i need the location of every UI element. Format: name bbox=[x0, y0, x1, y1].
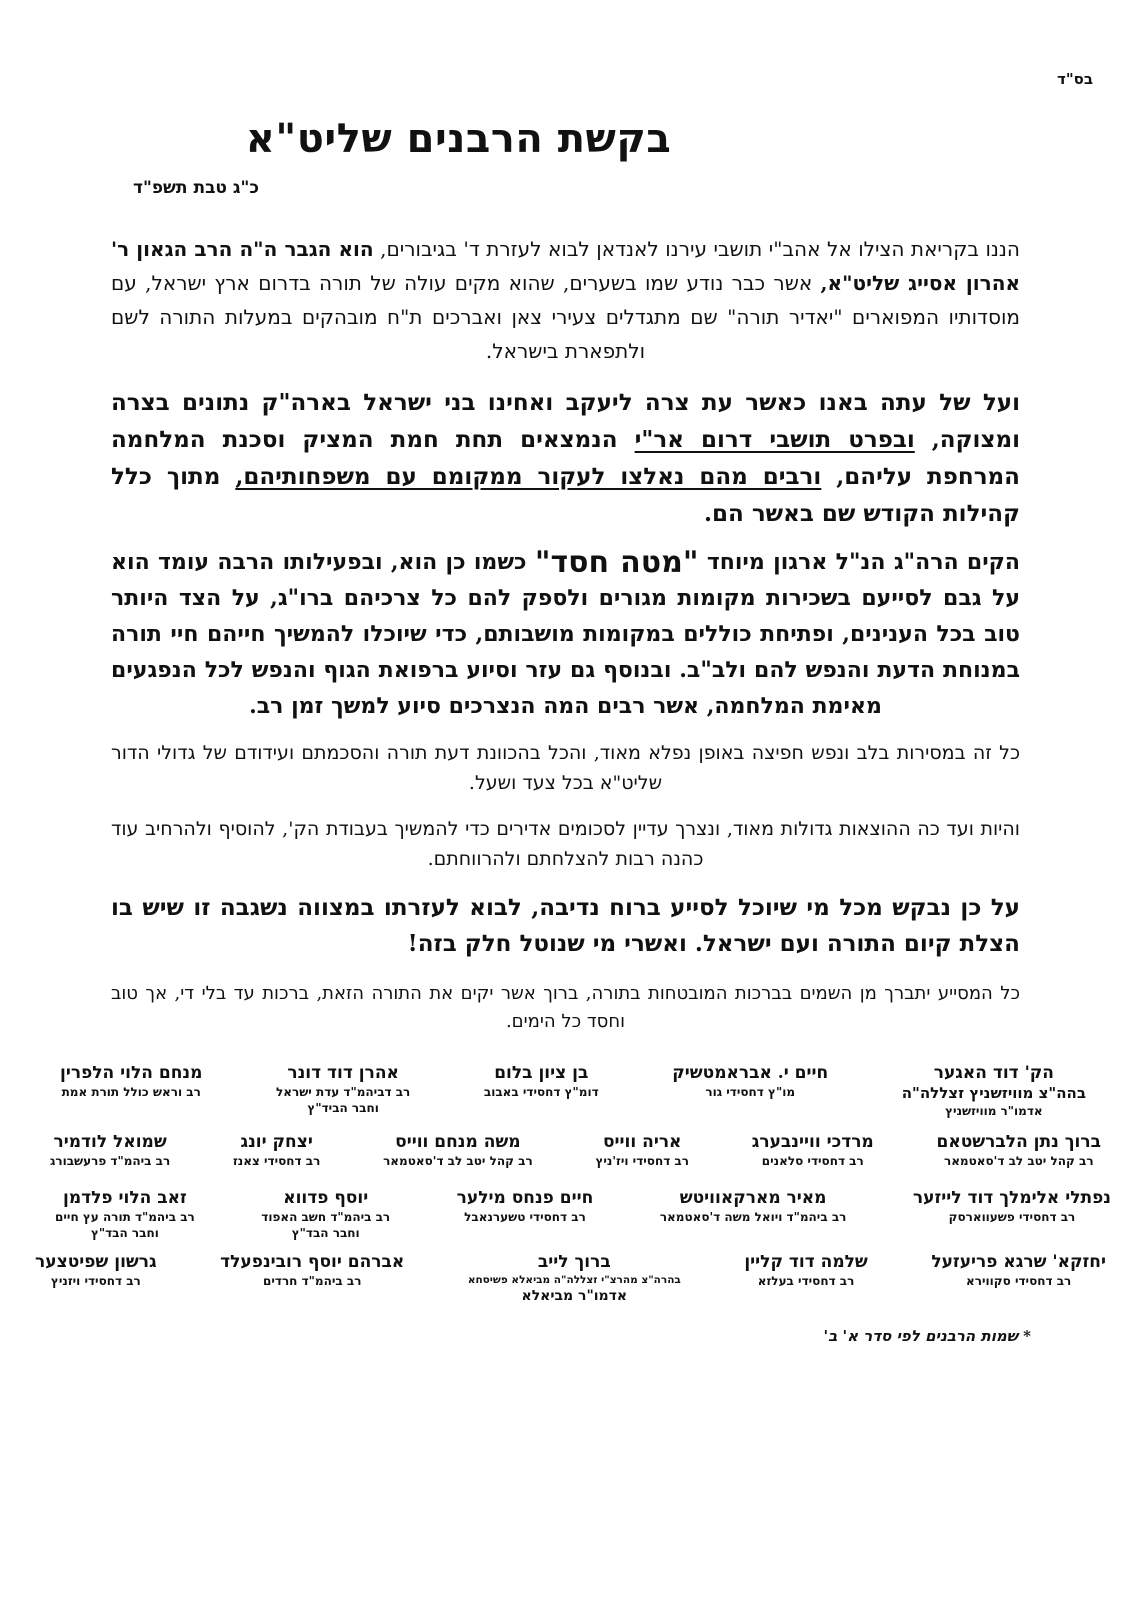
signature bbox=[744, 1251, 867, 1289]
signature-name: יצחק יונג bbox=[240, 1132, 313, 1152]
signature bbox=[383, 1131, 533, 1169]
signature-role: רב דחסידי ויזניץ bbox=[50, 1274, 141, 1288]
signature-role: רב ביהמ"ד פרעשבורג bbox=[50, 1154, 171, 1168]
text-segment: כשמו כן הוא, ובפעילותו הרבה עומד הוא על גבם לסייעם בשכירות מקומות מגורים ולספק להם כל צרכיהם ברו"ג, על הצד היותר טוב בכל הענינים, ופתיחת כוללים במקומות מושבותם, כדי שיוכלו להמשיך חייהם חיי תורה במנוחת הדעת והנפש להם ולב"ב. ובנוסף גם עזר וסיוע ברפואת הגוף והנפש לכל הנפגעים מאימת המלחמה, אשר רבים המה הנצרכים סיוע למשך זמן רב. bbox=[111, 549, 1020, 719]
underlined-segment: ובפרט תושבי דרום אר"י bbox=[634, 426, 915, 453]
signature-role: וחבר הבד"ץ bbox=[291, 1226, 360, 1240]
rabbi-name-highlight: הוא הגבר ה"ה הרב הגאון ר' אהרון אסייג שליט"א, bbox=[111, 237, 1020, 295]
document-date: כ"ג טבת תשפ"ד bbox=[133, 178, 259, 198]
text-segment: הקים הרה"ג הנ"ל ארגון מיוחד bbox=[698, 549, 1021, 575]
signature-role: רב דחסידי בעלזא bbox=[757, 1274, 855, 1288]
signature-name: מאיר מארקאוויטש bbox=[679, 1188, 827, 1208]
signature bbox=[902, 1062, 1086, 1119]
signature bbox=[276, 1062, 410, 1116]
signature-name: מנחם הלוי הלפרין bbox=[60, 1063, 203, 1083]
letter-body bbox=[0, 178, 1131, 1036]
signature-role: רב דחסידי סקווירא bbox=[966, 1274, 1072, 1288]
signature bbox=[50, 1131, 170, 1169]
paragraph-devotion: כל זה במסירות בלב ונפש חפיצה באופן נפלא מאוד, והכל בהכוונת דעת תורה והסכמתם ועידודם של גדולי הדור שליט"א בכל צעד ושעל. bbox=[111, 742, 1020, 794]
paragraph-request: על כן נבקש מכל מי שיוכל לסייע ברוח נדיבה, לבוא לעזרתו במצווה נשגבה זו שיש בו הצלת קיום התורה ועם ישראל. ואשרי מי שנוטל חלק בזה! bbox=[111, 894, 1020, 957]
signature bbox=[752, 1131, 874, 1169]
paragraph-crisis bbox=[111, 384, 1020, 532]
signature-name: מרדכי וויינבערג bbox=[751, 1132, 874, 1152]
signature-name: בן ציון בלום bbox=[494, 1063, 589, 1083]
signature bbox=[937, 1131, 1101, 1169]
signature-name: חיים י. אבראמטשיק bbox=[672, 1063, 829, 1083]
text-segment: ועל של עתה באנו כאשר עת צרה ליעקב ואחינו בני ישראל בארה"ק נתונים בצרה ומצוקה, bbox=[111, 389, 1020, 453]
signature-row-1 bbox=[0, 1062, 1131, 1119]
signature-name: משה מנחם ווייס bbox=[395, 1132, 521, 1152]
signature bbox=[60, 1062, 202, 1100]
signature-role: רב ביהמ"ד חרדים bbox=[263, 1274, 362, 1288]
signature-role: רב וראש כולל תורת אמת bbox=[61, 1085, 201, 1099]
underlined-segment: ורבים מהם נאלצו לעקור ממקומם עם משפחותיהם, bbox=[235, 463, 822, 490]
signature-name: שלמה דוד קליין bbox=[744, 1252, 868, 1272]
signatures-section bbox=[0, 1062, 1131, 1305]
signature-role: וחבר הבד"ץ bbox=[90, 1226, 159, 1240]
signature-role: רב קהל יטב לב ד'סאטמאר bbox=[943, 1154, 1094, 1168]
signature-role: אדמו"ר מביאלא bbox=[521, 1288, 628, 1304]
organization-name: "מטה חסד" bbox=[534, 545, 699, 580]
signature bbox=[233, 1131, 320, 1169]
signature-role: רב ביהמ"ד ויואל משה ד'סאטמאר bbox=[659, 1210, 847, 1224]
signature bbox=[261, 1187, 390, 1241]
signature-role: בהה"צ מוויזשניץ זצללה"ה bbox=[901, 1084, 1086, 1102]
signature-role: רב דחסידי סלאנים bbox=[761, 1154, 864, 1168]
signature-role: מו"ץ דחסידי גור bbox=[705, 1085, 796, 1099]
signature-name: יחזקא' שרגא פריעזעל bbox=[931, 1252, 1106, 1272]
text-segment: הננו בקריאת הצילו אל אהב"י תושבי עירנו לאנדאן לבוא לעזרת ד' בגיבורים, bbox=[373, 237, 1020, 261]
paragraph-blessing: כל המסייע יתברך מן השמים בברכות המובטחות בתורה, ברוך אשר יקים את התורה הזאת, ברכות עד בלי די, אך טוב וחסד כל הימים. bbox=[111, 983, 1020, 1032]
signature-role: רב ביהמ"ד חשב האפוד bbox=[261, 1210, 391, 1224]
signature bbox=[595, 1131, 689, 1169]
signature-role: דומ"ץ דחסידי באבוב bbox=[483, 1085, 599, 1099]
signature-name: אברהם יוסף רובינפעלד bbox=[220, 1252, 405, 1272]
signature bbox=[913, 1187, 1111, 1225]
signature-name: נפתלי אלימלך דוד לייזער bbox=[912, 1188, 1111, 1208]
text-segment: מתוך כלל קהילות הקודש שם באשר הם. bbox=[111, 463, 1020, 527]
signature-role: רב ביהמ"ד תורה עץ חיים bbox=[55, 1210, 195, 1224]
signature-name: זאב הלוי פלדמן bbox=[62, 1188, 187, 1208]
signature-role: אדמו"ר מוויזשניץ bbox=[945, 1104, 1043, 1118]
signature-name: הק' דוד האגער bbox=[933, 1063, 1054, 1083]
signature-name: יוסף פדווא bbox=[283, 1188, 369, 1208]
text-segment: אשר כבר נודע שמו בשערים, שהוא מקים עולה של תורה בדרום ארץ ישראל, עם מוסדותיו המפוארים "יאדיר תורה" שם מתגדלים צעירי צאן ואברכים ת"ח מובהקים במעלות התורה לשם ולתפארת בישראל. bbox=[111, 271, 1020, 363]
signature bbox=[55, 1187, 195, 1241]
signature bbox=[220, 1251, 404, 1289]
paragraph-expenses: והיות ועד כה ההוצאות גדולות מאוד, ונצרך עדיין לסכומים אדירים כדי להמשיך בעבודת הק', להוסיף ולהרחיב עוד כהנה רבות להצלחתם ולהרווחתם. bbox=[111, 818, 1020, 870]
signature-row-2 bbox=[0, 1131, 1131, 1169]
signature bbox=[931, 1251, 1106, 1289]
signature-name: אריה ווייס bbox=[602, 1132, 682, 1152]
paragraph-opening bbox=[111, 232, 1020, 368]
signature bbox=[468, 1251, 681, 1305]
signature-row-4 bbox=[0, 1251, 1131, 1305]
signature-role: וחבר הביד"ץ bbox=[307, 1101, 379, 1115]
signature-role: רב דחסידי ויז'ניץ bbox=[595, 1154, 689, 1168]
bsd-header: בס"ד bbox=[1057, 70, 1093, 88]
signature-name: חיים פנחס מילער bbox=[456, 1188, 594, 1208]
text-segment: הנמצאים תחת חמת המציק וסכנת המלחמה המרחפת עליהם, bbox=[111, 426, 1020, 490]
signature-role: בהרה"צ מהרצ"י זצללה"ה מביאלא פשיסחא bbox=[467, 1274, 681, 1286]
signature-role: רב דחסידי פשעווארסק bbox=[948, 1210, 1076, 1224]
signature bbox=[457, 1187, 594, 1225]
signature-row-3 bbox=[0, 1187, 1131, 1241]
signature bbox=[660, 1187, 847, 1225]
signature bbox=[35, 1251, 157, 1289]
signature-name: שמואל לודמיר bbox=[53, 1132, 167, 1152]
signature-role: רב דחסידי צאנז bbox=[233, 1154, 321, 1168]
signature-role: רב דחסידי טשערנאבל bbox=[464, 1210, 586, 1224]
signature-name: ברוך נתן הלברשטאם bbox=[936, 1132, 1101, 1152]
signature-name: גרשון שפיטצער bbox=[35, 1252, 157, 1272]
signature-role: רב דביהמ"ד עדת ישראל bbox=[275, 1085, 411, 1099]
signature bbox=[484, 1062, 599, 1100]
signature-name: ברוך לייב bbox=[537, 1252, 611, 1272]
signature bbox=[672, 1062, 828, 1100]
signature-name: אהרן דוד דונר bbox=[287, 1063, 399, 1083]
footnote: * שמות הרבנים לפי סדר א' ב' bbox=[823, 1327, 1031, 1345]
page-title: בקשת הרבנים שליט"א bbox=[245, 115, 672, 162]
signature-role: רב קהל יטב לב ד'סאטמאר bbox=[383, 1154, 533, 1168]
paragraph-organization bbox=[111, 544, 1020, 724]
